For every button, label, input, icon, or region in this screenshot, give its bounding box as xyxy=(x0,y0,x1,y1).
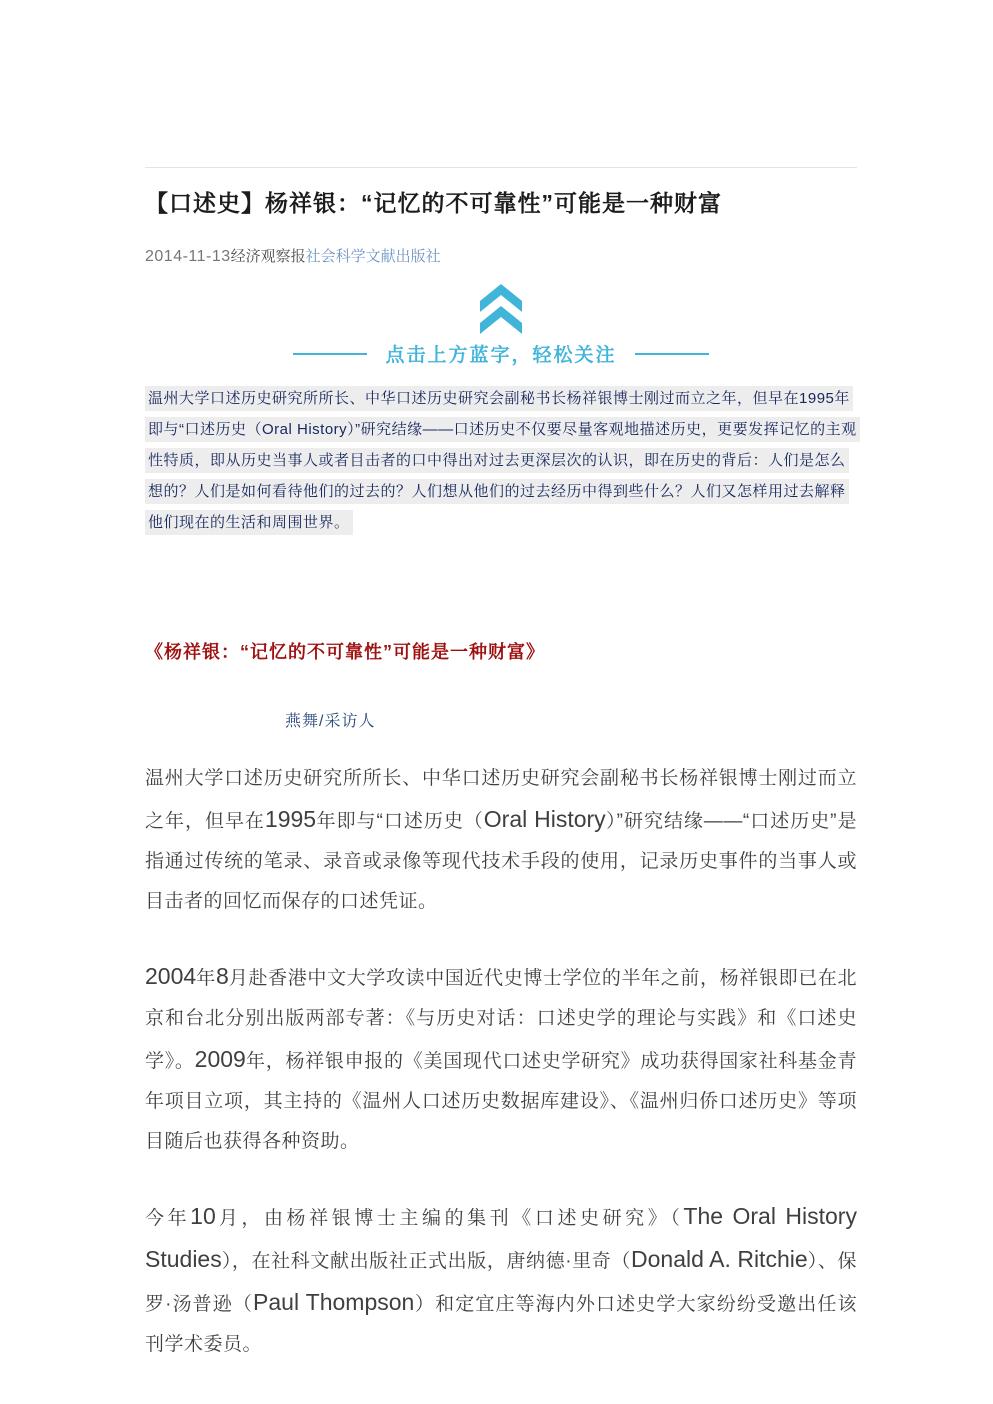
follow-banner xyxy=(145,284,857,367)
meta-line xyxy=(145,245,857,266)
article-paragraph: 今年10月，由杨祥银博士主编的集刊《口述史研究》（The Oral History Studies），在社科文献出版社正式出版，唐纳德·里奇（Donald A. Ritchie）、保罗·汤普逊（Paul Thompson）和定宜庄等海内外口述史学大家纷纷受邀出任该刊学术委员。 xyxy=(145,1203,857,1356)
publish-date: 2014-11-13 xyxy=(145,248,231,266)
article-paragraphs xyxy=(145,759,857,1365)
article-paragraph: 温州大学口述历史研究所所长、中华口述历史研究会副秘书长杨祥银博士刚过而立之年，但早在1995年即与“口述历史（Oral History）”研究结缘——“口述历史”是指通过传统的笔录、录音或录像等现代技术手段的使用，记录历史事件的当事人或目击者的回忆而保存的口述凭证。 xyxy=(145,768,857,913)
source-name: 经济观察报 xyxy=(230,248,306,266)
article-content xyxy=(145,0,857,1399)
banner-divider-right xyxy=(635,353,709,355)
latin-text: The Oral History Studies xyxy=(145,1203,857,1273)
abstract-text: 温州大学口述历史研究所所长、中华口述历史研究会副秘书长杨祥银博士刚过而立之年，但早在1995年即与“口述历史（Oral History）”研究结缘——口述历史不仅要尽量客观地描述历史，更要发挥记忆的主观性特质，即从历史当事人或者目击者的口中得出对过去更深层次的认识，即在历史的背后：人们是怎么想的？人们是如何看待他们的过去的？人们想从他们的过去经历中得到些什么？人们又怎样用过去解释他们现在的生活和周围世界。 xyxy=(145,386,860,535)
banner-row xyxy=(145,340,857,367)
page-title: 【口述史】杨祥银：“记忆的不可靠性”可能是一种财富 xyxy=(145,190,722,216)
top-divider xyxy=(145,167,857,168)
latin-text: Donald A. Ritchie xyxy=(631,1246,808,1273)
latin-text: 1995 xyxy=(264,806,317,833)
latin-text: Oral History xyxy=(483,806,606,833)
latin-text: 8 xyxy=(215,963,229,990)
banner-divider-left xyxy=(293,353,367,355)
article-paragraph: 2004年8月赴香港中文大学攻读中国近代史博士学位的半年之前，杨祥银即已在北京和台北分别出版两部专著：《与历史对话：口述史学的理论与实践》和《口述史学》。2009年，杨祥银申报的《美国现代口述史学研究》成功获得国家社科基金青年项目立项，其主持的《温州人口述历史数据库建设》、《温州归侨口述历史》等项目随后也获得各种资助。 xyxy=(145,963,857,1153)
banner-text: 点击上方蓝字，轻松关注 xyxy=(385,345,617,367)
latin-text: Paul Thompson xyxy=(253,1289,415,1316)
interviewer-byline: 燕舞/采访人 xyxy=(285,713,376,731)
latin-text: 2009 xyxy=(194,1046,246,1073)
double-chevron-up-icon xyxy=(478,284,524,334)
article-heading: 《杨祥银：“记忆的不可靠性”可能是一种财富》 xyxy=(145,642,545,663)
publisher-link[interactable]: 社会科学文献出版社 xyxy=(305,248,441,266)
latin-text: 2004 xyxy=(145,963,197,990)
latin-text: 10 xyxy=(190,1203,216,1230)
abstract-block xyxy=(145,383,857,538)
